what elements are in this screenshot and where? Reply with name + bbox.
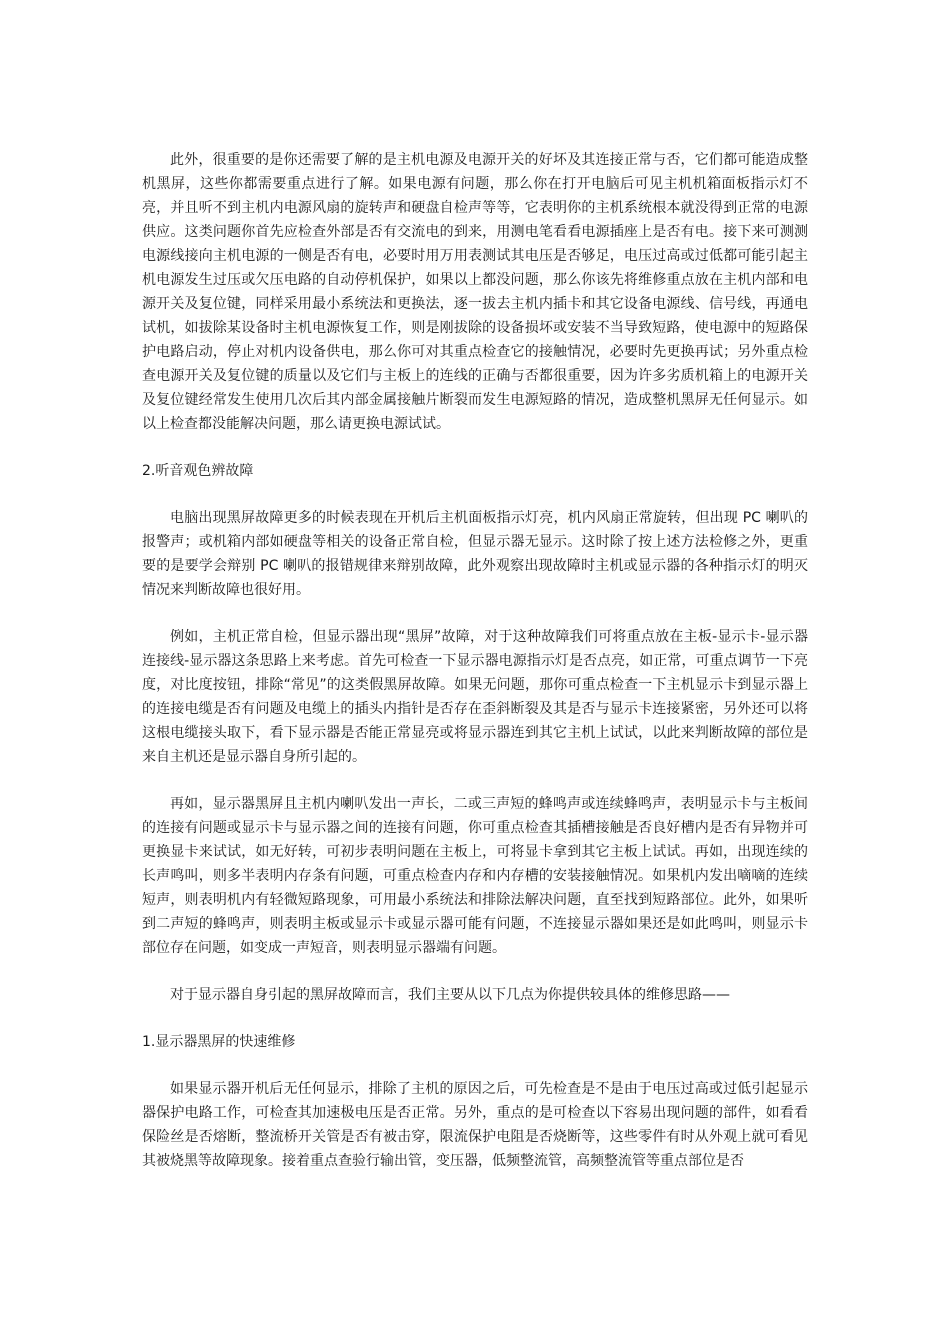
section-heading-listen-observe: 2.听音观色辨故障 xyxy=(142,463,254,479)
paragraph-monitor-intro: 对于显示器自身引起的黑屏故障而言，我们主要从以下几点为你提供较具体的维修思路—— xyxy=(170,987,730,1003)
paragraph-gap xyxy=(142,960,808,983)
paragraph-gap xyxy=(142,483,808,506)
paragraph-beep-codes: 电脑出现黑屏故障更多的时候表现在开机后主机面板指示灯亮，机内风扇正常旋转，但出现 PC 喇叭的报警声；或机箱内部如硬盘等相关的设备正常自检，但显示器无显示。这时除了按上述方法检修之外，更重要的是要学会辩别 PC 喇叭的报错规律来辩别故障，此外观察出现故障时主机或显示器的各种指示灯的明灭情况来判断故障也很好用。 xyxy=(142,510,808,598)
paragraph-gap xyxy=(142,436,808,459)
paragraph-example-display: 例如，主机正常自检，但显示器出现“黑屏”故障，对于这种故障我们可将重点放在主板-显示卡-显示器连接线-显示器这条思路上来考虑。首先可检查一下显示器电源指示灯是否点亮，如正常，可重点调节一下亮度，对比度按钮，排除“常见”的这类假黑屏故障。如果无问题，那你可重点检查一下主机显示卡到显示器上的连接电缆是否有问题及电缆上的插头内指针是否存在歪斜断裂及其是否与显示卡连接紧密，另外还可以将这根电缆接头取下，看下显示器是否能正常显亮或将显示器连到其它主机上试试，以此来判断故障的部位是来自主机还是显示器自身所引起的。 xyxy=(142,629,808,765)
paragraph-quick-repair: 如果显示器开机后无任何显示，排除了主机的原因之后，可先检查是不是由于电压过高或过低引起显示器保护电路工作，可检查其加速极电压是否正常。另外，重点的是可检查以下容易出现问题的部件，如看看保险丝是否熔断，整流桥开关管是否有被击穿，限流保护电阻是否烧断等，这些零件有时从外观上就可看见其被烧黑等故障现象。接着重点查验行输出管，变压器，低频整流管，高频整流管等重点部位是否 xyxy=(142,1081,808,1169)
section-heading-quick-repair: 1.显示器黑屏的快速维修 xyxy=(142,1034,296,1050)
paragraph-example-beeps: 再如，显示器黑屏且主机内喇叭发出一声长，二或三声短的蜂鸣声或连续蜂鸣声，表明显示卡与主板间的连接有问题或显示卡与显示器之间的连接有问题，你可重点检查其插槽接触是否良好槽内是否有异物并可更换显卡来试试，如无好转，可初步表明问题在主板上，可将显卡拿到其它主板上试试。再如，出现连续的长声鸣叫，则多半表明内存条有问题，可重点检查内存和内存槽的安装接触情况。如果机内发出嘀嘀的连续短声，则表明机内有轻微短路现象，可用最小系统法和排除法解决问题，直至找到短路部位。此外，如果听到二声短的蜂鸣声，则表明主板或显示卡或显示器可能有问题，不连接显示器如果还是如此鸣叫，则显示卡部位存在问题，如变成一声短音，则表明显示器端有问题。 xyxy=(142,796,808,956)
paragraph-power-supply: 此外，很重要的是你还需要了解的是主机电源及电源开关的好坏及其连接正常与否，它们都可能造成整机黑屏，这些你都需要重点进行了解。如果电源有问题，那么你在打开电脑后可见主机机箱面板指示灯不亮，并且听不到主机内电源风扇的旋转声和硬盘自检声等等，它表明你的主机系统根本就没得到正常的电源供应。这类问题你首先应检查外部是否有交流电的到来，用测电笔看看电源插座上是否有电。接下来可测测电源线接向主机电源的一侧是否有电，必要时用万用表测试其电压是否够足，电压过高或过低都可能引起主机电源发生过压或欠压电路的自动停机保护，如果以上都没问题，那么你该先将维修重点放在主机内部和电源开关及复位键，同样采用最小系统法和更换法，逐一拔去主机内插卡和其它设备电源线、信号线，再通电试机，如拔除某设备时主机电源恢复工作，则是刚拔除的设备损坏或安装不当导致短路，使电源中的短路保护电路启动，停止对机内设备供电，那么你可对其重点检查它的接触情况，必要时先更换再试；另外重点检查电源开关及复位键的质量以及它们与主板上的连线的正确与否都很重要，因为许多劣质机箱上的电源开关及复位键经常发生使用几次后其内部金属接触片断裂而发生电源短路的情况，造成整机黑屏无任何显示。如以上检查都没能解决问题，那么请更换电源试试。 xyxy=(142,152,808,432)
paragraph-gap xyxy=(142,1054,808,1077)
document-body xyxy=(142,148,808,1173)
paragraph-gap xyxy=(142,769,808,792)
paragraph-gap xyxy=(142,602,808,625)
paragraph-gap xyxy=(142,1007,808,1030)
